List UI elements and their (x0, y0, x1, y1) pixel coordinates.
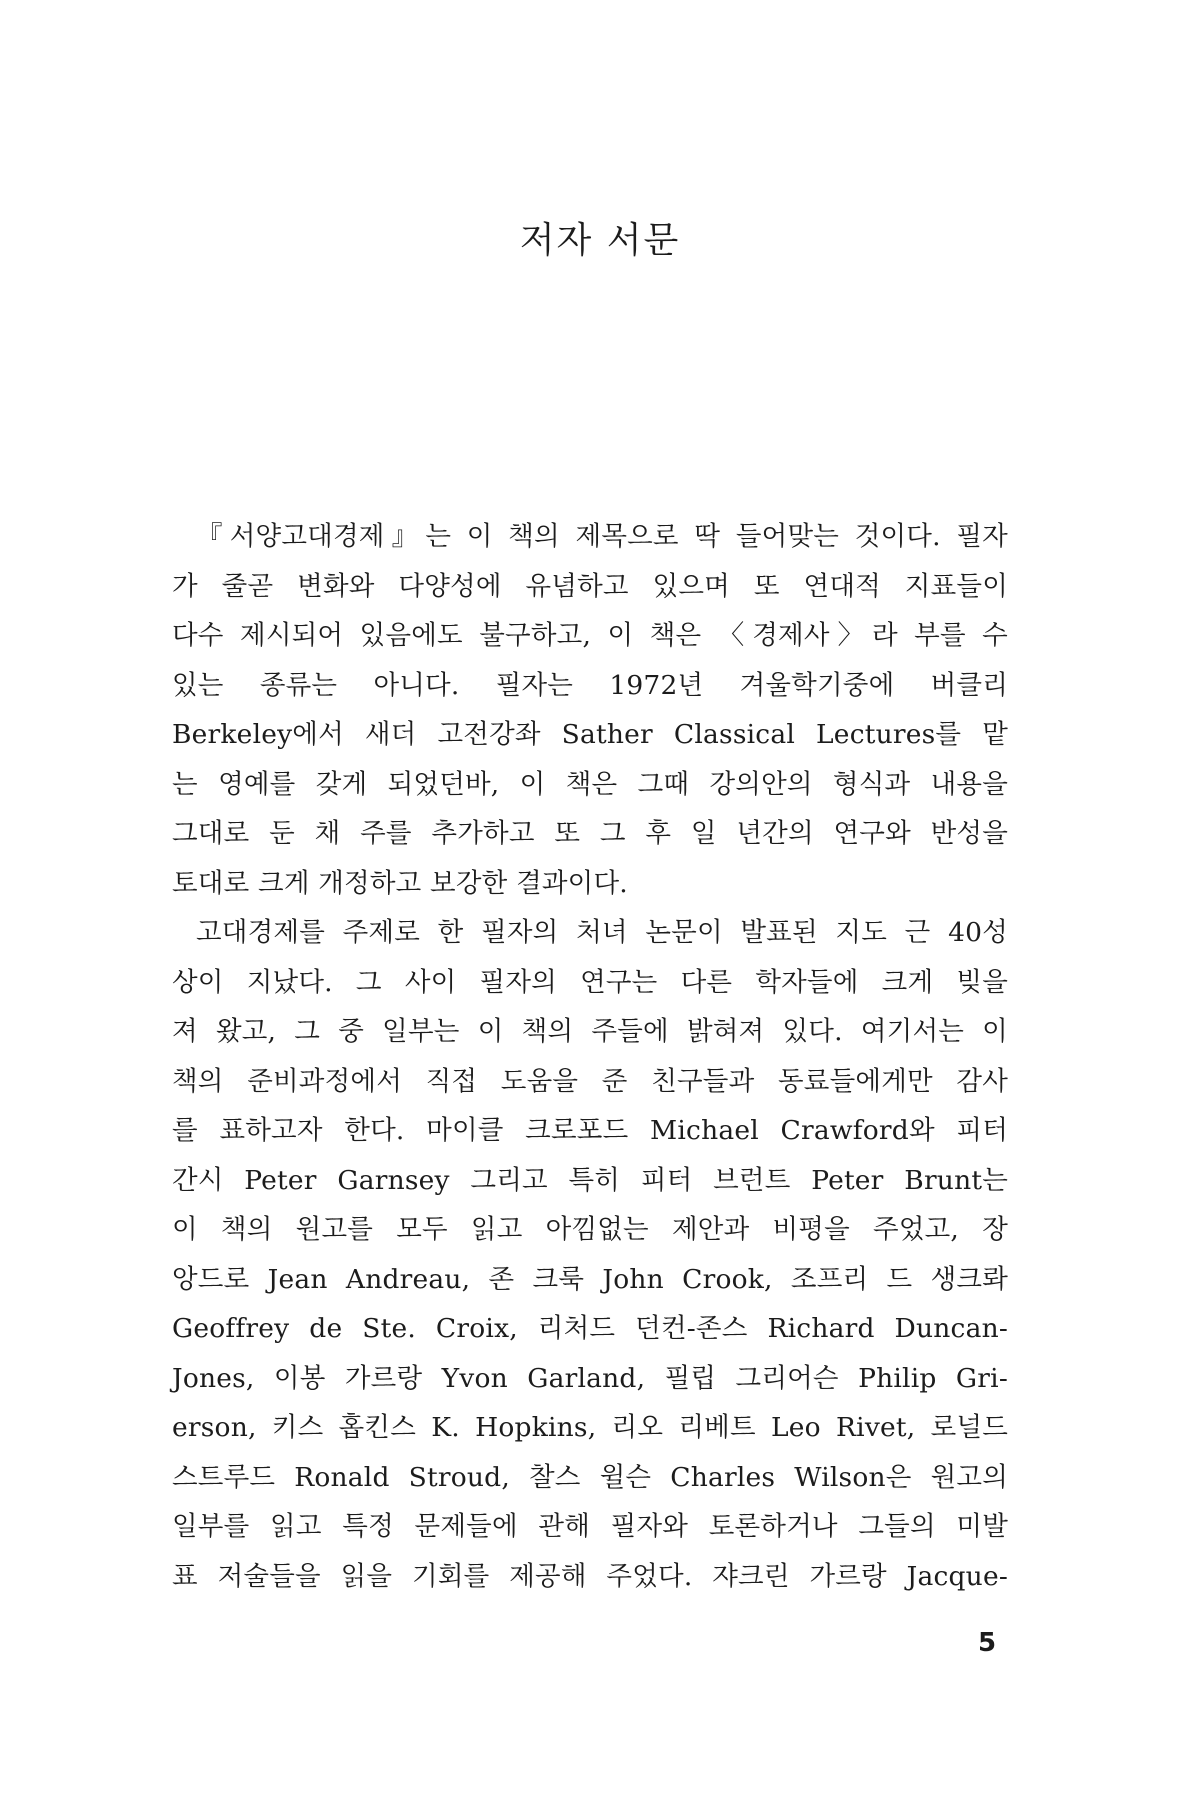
preface-body (172, 512, 1008, 1601)
text-line: 져 왔고, 그 중 일부는 이 책의 주들에 밝혀져 있다. 여기서는 이 (172, 1016, 1008, 1047)
text-line: 이 책의 원고를 모두 읽고 아낌없는 제안과 비평을 주었고, 장 (172, 1214, 1008, 1245)
text-line: 『서양고대경제』는 이 책의 제목으로 딱 들어맞는 것이다. 필자 (196, 521, 1008, 552)
text-line: 표 저술들을 읽을 기회를 제공해 주었다. 쟈크린 가르랑 Jacque- (172, 1560, 1008, 1592)
paragraph-2 (172, 908, 1008, 1601)
text-line: Berkeley에서 새더 고전강좌 Sather Classical Lectures를 맡 (172, 719, 1008, 750)
text-line: Geoffrey de Ste. Croix, 리처드 던컨-존스 Richard Duncan- (172, 1313, 1008, 1344)
text-line: 있는 종류는 아니다. 필자는 1972년 겨울학기중에 버클리 (172, 669, 1008, 701)
text-line: 가 줄곧 변화와 다양성에 유념하고 있으며 또 연대적 지표들이 (172, 570, 1008, 602)
text-line: 다수 제시되어 있음에도 불구하고, 이 책은 〈경제사〉라 부를 수 (172, 620, 1008, 651)
text-line: 간시 Peter Garnsey 그리고 특히 피터 브런트 Peter Brunt는 (172, 1164, 1008, 1196)
text-line: 를 표하고자 한다. 마이클 크로포드 Michael Crawford와 피터 (172, 1115, 1008, 1146)
text-line: 는 영예를 갖게 되었던바, 이 책은 그때 강의안의 형식과 내용을 (172, 768, 1008, 800)
text-line: 책의 준비과정에서 직접 도움을 준 친구들과 동료들에게만 감사 (172, 1065, 1008, 1097)
text-line: 스트루드 Ronald Stroud, 찰스 윌슨 Charles Wilson은 원고의 (172, 1461, 1008, 1493)
text-line: 고대경제를 주제로 한 필자의 처녀 논문이 발표된 지도 근 40성 (196, 917, 1008, 948)
text-line: 상이 지났다. 그 사이 필자의 연구는 다른 학자들에 크게 빚을 (172, 966, 1008, 998)
text-line: Jones, 이봉 가르랑 Yvon Garland, 필립 그리어슨 Philip Gri- (172, 1362, 1008, 1394)
text-line: 일부를 읽고 특정 문제들에 관해 필자와 토론하거나 그들의 미발 (172, 1511, 1008, 1542)
text-line: 앙드로 Jean Andreau, 존 크룩 John Crook, 조프리 드 생크롸 (172, 1263, 1008, 1295)
text-line: 그대로 둔 채 주를 추가하고 또 그 후 일 년간의 연구와 반성을 (172, 818, 1008, 849)
page-number: 5 (978, 1628, 997, 1658)
text-line: erson, 키스 홉킨스 K. Hopkins, 리오 리베트 Leo Rivet, 로널드 (172, 1412, 1008, 1443)
page-title: 저자 서문 (519, 220, 681, 261)
paragraph-1 (172, 512, 1008, 908)
text-line: 토대로 크게 개정하고 보강한 결과이다. (172, 867, 628, 899)
